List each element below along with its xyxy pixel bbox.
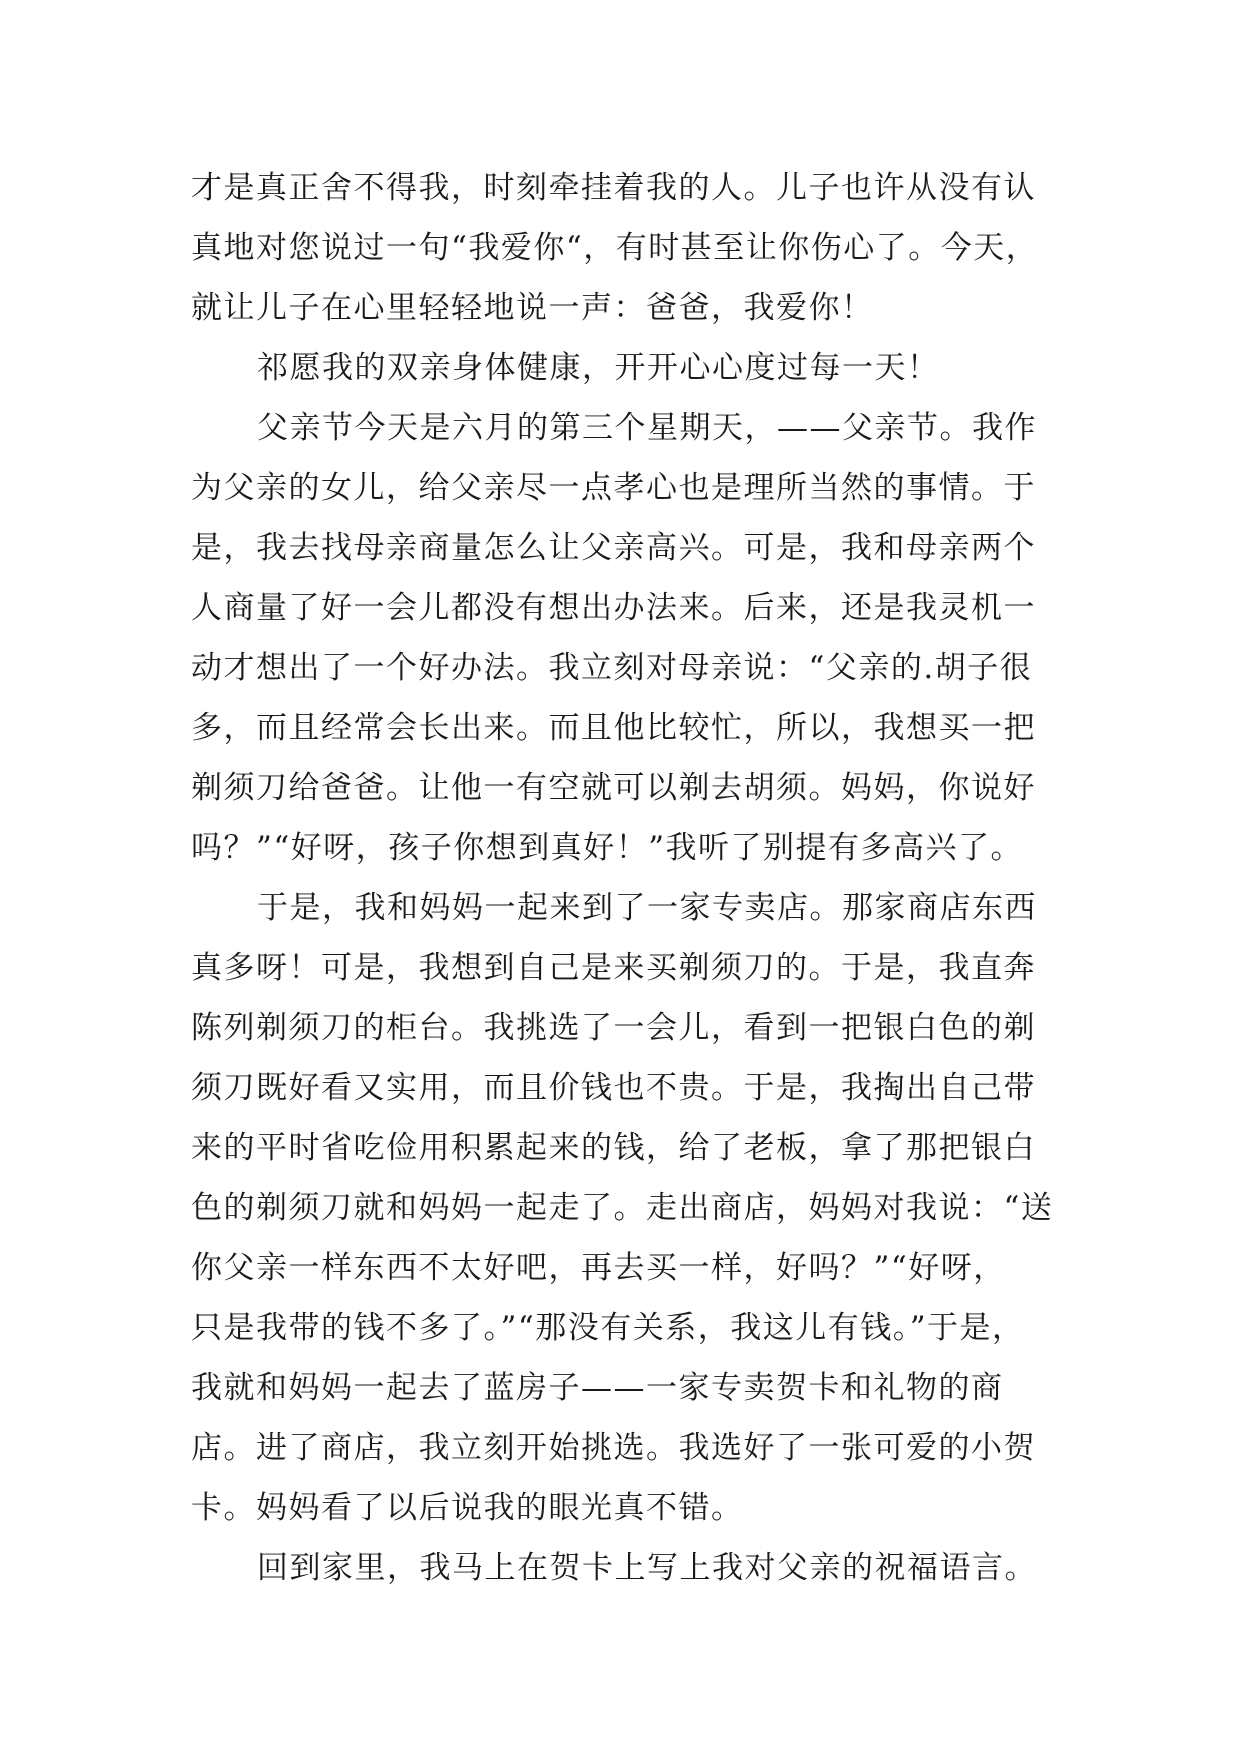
text-line: 为父亲的女儿，给父亲尽一点孝心也是理所当然的事情。于	[191, 470, 1036, 506]
text-line: 多，而且经常会长出来。而且他比较忙，所以，我想买一把	[191, 710, 1036, 746]
text-line: 店。进了商店，我立刻开始挑选。我选好了一张可爱的小贺	[191, 1430, 1036, 1466]
text-line: 来的平时省吃俭用积累起来的钱，给了老板，拿了那把银白	[191, 1130, 1036, 1166]
paragraph-start-line: 于是，我和妈妈一起来到了一家专卖店。那家商店东西	[257, 890, 1037, 926]
text-line: 只是我带的钱不多了。”“那没有关系，我这儿有钱。”于是，	[191, 1310, 1025, 1346]
text-line: 真多呀！可是，我想到自己是来买剃须刀的。于是，我直奔	[191, 950, 1036, 986]
text-line: 须刀既好看又实用，而且价钱也不贵。于是，我掏出自己带	[191, 1070, 1036, 1106]
text-line: 色的剃须刀就和妈妈一起走了。走出商店，妈妈对我说：“送	[191, 1190, 1054, 1226]
paragraph-start-line: 祁愿我的双亲身体健康，开开心心度过每一天！	[257, 350, 940, 386]
text-line: 吗？”“好呀，孩子你想到真好！”我听了别提有多高兴了。	[191, 830, 1024, 866]
text-line: 真地对您说过一句“我爱你“，有时甚至让你伤心了。今天，	[191, 230, 1039, 266]
text-line: 剃须刀给爸爸。让他一有空就可以剃去胡须。妈妈，你说好	[191, 770, 1036, 806]
paragraph-start-line: 回到家里，我马上在贺卡上写上我对父亲的祝福语言。	[257, 1550, 1037, 1586]
paragraph-start-line: 父亲节今天是六月的第三个星期天，——父亲节。我作	[257, 410, 1037, 446]
text-line: 陈列剃须刀的柜台。我挑选了一会儿，看到一把银白色的剃	[191, 1010, 1036, 1046]
text-line: 人商量了好一会儿都没有想出办法来。后来，还是我灵机一	[191, 590, 1036, 626]
text-line: 是，我去找母亲商量怎么让父亲高兴。可是，我和母亲两个	[191, 530, 1036, 566]
text-line: 我就和妈妈一起去了蓝房子——一家专卖贺卡和礼物的商	[191, 1370, 1004, 1406]
text-line: 动才想出了一个好办法。我立刻对母亲说：“父亲的.胡子很	[191, 650, 1033, 686]
body-text	[191, 158, 1071, 1598]
text-line: 就让儿子在心里轻轻地说一声：爸爸，我爱你！	[191, 290, 874, 326]
text-line: 你父亲一样东西不太好吧，再去买一样，好吗？”“好呀，	[191, 1250, 1006, 1286]
text-line: 才是真正舍不得我，时刻牵挂着我的人。儿子也许从没有认	[191, 170, 1036, 206]
text-line: 卡。妈妈看了以后说我的眼光真不错。	[191, 1490, 744, 1526]
